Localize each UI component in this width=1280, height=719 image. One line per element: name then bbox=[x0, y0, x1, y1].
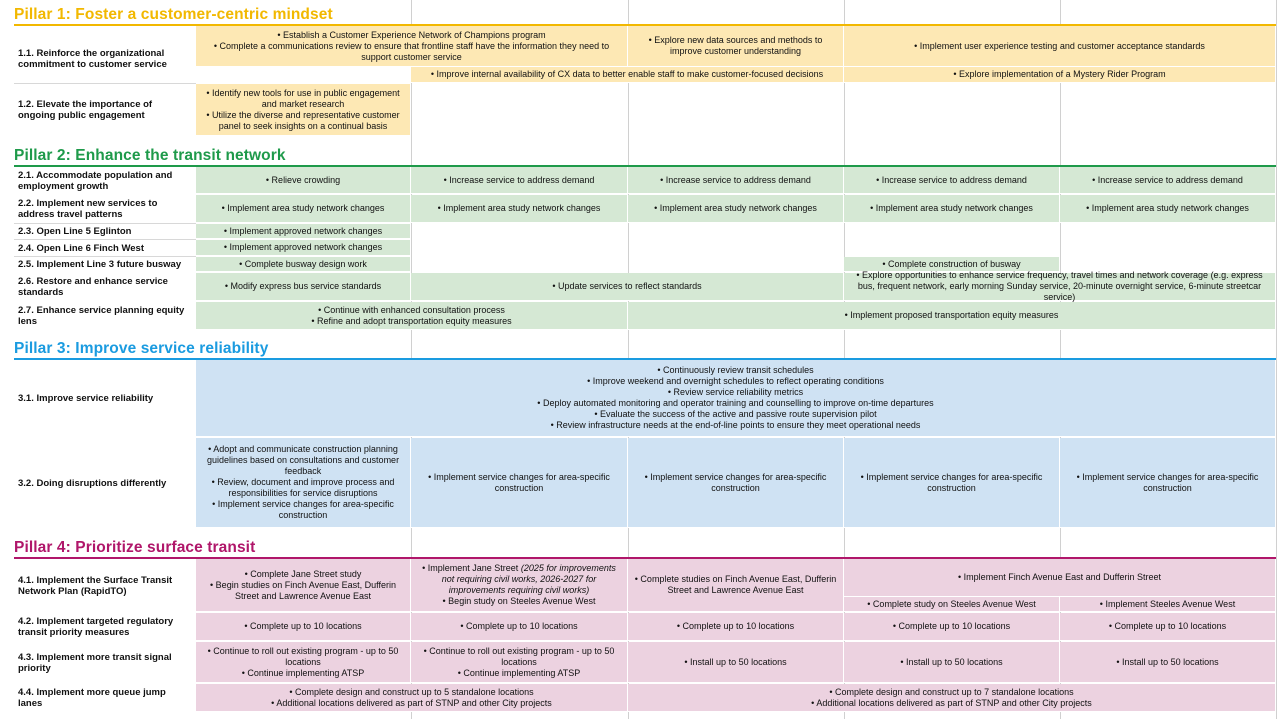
cell-4-3: • Install up to 50 locations bbox=[1060, 642, 1276, 683]
cell-4-2: • Complete up to 10 locations bbox=[844, 613, 1060, 641]
cell-4-1-a: • Complete Jane Street study • Begin studies on Finch Avenue East, Dufferin Street and Lawrence Avenue East bbox=[196, 559, 411, 612]
row-label: 2.3. Open Line 5 Eglinton bbox=[18, 226, 132, 237]
cell-2-2: • Implement area study network changes bbox=[844, 195, 1060, 223]
cell-4-1-c: • Complete studies on Finch Avenue East, Dufferin Street and Lawrence Avenue East bbox=[628, 559, 844, 612]
row-label: 2.2. Implement new services to address travel patterns bbox=[18, 198, 158, 220]
cell-4-3-a: • Continue to roll out existing program - up to 50 locations • Continue implementing ATSP bbox=[196, 642, 411, 683]
row-label: 2.7. Enhance service planning equity lens bbox=[18, 305, 185, 327]
pillar-1-heading: Pillar 1: Foster a customer-centric mindset bbox=[14, 6, 333, 23]
cell-3-1: • Continuously review transit schedules • Improve weekend and overnight schedules to reflect operating conditions • Review service reliability metrics • Deploy automated monitoring and operator training and counselling to improve on-time departures • Evaluate the success of the active and passive route supervision pilot • Review infrastructure needs at the end-of-line points to ensure they meet operational needs bbox=[196, 360, 1276, 437]
cell-2-6-a: • Modify express bus service standards bbox=[196, 273, 411, 301]
cell-4-2: • Complete up to 10 locations bbox=[196, 613, 411, 641]
cell-4-3: • Install up to 50 locations bbox=[628, 642, 844, 683]
cell-2-3: • Implement approved network changes bbox=[196, 224, 411, 239]
cell-2-2: • Implement area study network changes bbox=[1060, 195, 1276, 223]
cell-2-1: • Increase service to address demand bbox=[1060, 167, 1276, 194]
cell-3-2-a: • Adopt and communicate construction planning guidelines based on consultations and customer feedback • Review, document and improve process and responsibilities for service disruptions • Implement service changes for area-specific construction bbox=[196, 438, 411, 528]
cell-4-1-e: • Complete study on Steeles Avenue West bbox=[844, 597, 1060, 612]
cell-2-1: • Increase service to address demand bbox=[844, 167, 1060, 194]
cell-3-2: • Implement service changes for area-specific construction bbox=[1060, 438, 1276, 528]
cell-2-2: • Implement area study network changes bbox=[411, 195, 628, 223]
cell-4-3: • Install up to 50 locations bbox=[844, 642, 1060, 683]
cell-4-1-f: • Implement Steeles Avenue West bbox=[1060, 597, 1276, 612]
cell-2-7-a: • Continue with enhanced consultation process • Refine and adopt transportation equity measures bbox=[196, 302, 628, 330]
row-label: 2.1. Accommodate population and employment growth bbox=[18, 169, 173, 192]
pillar-3-heading: Pillar 3: Improve service reliability bbox=[14, 340, 269, 357]
cell-2-5-a: • Complete busway design work bbox=[196, 257, 411, 272]
pillar-2-heading: Pillar 2: Enhance the transit network bbox=[14, 147, 286, 164]
cell-3-2: • Implement service changes for area-specific construction bbox=[411, 438, 628, 528]
row-label: 1.2. Elevate the importance of ongoing public engagement bbox=[18, 99, 153, 121]
cell-4-1-b: • Implement Jane Street (2025 for improvements not requiring civil works, 2026-2027 for improvements requiring civil works) • Begin study on Steeles Avenue West bbox=[411, 559, 628, 612]
cell-2-6-c: • Explore opportunities to enhance service frequency, travel times and network coverage (e.g. express bus, frequent network, early morning Sunday service, 20-minute overnight service, 6-minute streetcar service) bbox=[844, 273, 1276, 301]
cell-4-3-b: • Continue to roll out existing program - up to 50 locations • Continue implementing ATSP bbox=[411, 642, 628, 683]
cell-4-2: • Complete up to 10 locations bbox=[1060, 613, 1276, 641]
row-label: 2.5. Implement Line 3 future busway bbox=[18, 259, 182, 270]
cell-2-2: • Implement area study network changes bbox=[628, 195, 844, 223]
cell-1-1-e: • Explore implementation of a Mystery Rider Program bbox=[844, 67, 1276, 83]
cell-2-7-b: • Implement proposed transportation equity measures bbox=[628, 302, 1276, 330]
cell-4-1-d: • Implement Finch Avenue East and Dufferin Street bbox=[844, 559, 1276, 597]
cell-1-1-c: • Implement user experience testing and customer acceptance standards bbox=[844, 26, 1276, 67]
cell-4-4-b: • Complete design and construct up to 7 standalone locations • Additional locations delivered as part of STNP and other City projects bbox=[628, 684, 1276, 712]
row-label: 2.6. Restore and enhance service standards bbox=[18, 276, 168, 298]
cell-2-4: • Implement approved network changes bbox=[196, 240, 411, 256]
cell-2-2: • Implement area study network changes bbox=[196, 195, 411, 223]
cell-2-1: • Relieve crowding bbox=[196, 167, 411, 194]
cell-2-5-b: • Complete construction of busway bbox=[844, 257, 1060, 272]
row-label: 4.3. Implement more transit signal priority bbox=[18, 651, 172, 674]
row-label: 4.1. Implement the Surface Transit Network Plan (RapidTO) bbox=[18, 574, 173, 597]
cell-1-1-a: • Establish a Customer Experience Network of Champions program • Complete a communications review to ensure that frontline staff have the information they need to support customer service bbox=[196, 26, 628, 67]
cell-1-1-d: • Improve internal availability of CX data to better enable staff to make customer-focused decisions bbox=[411, 67, 844, 83]
cell-3-2: • Implement service changes for area-specific construction bbox=[844, 438, 1060, 528]
cell-1-2-a: • Identify new tools for use in public engagement and market research • Utilize the diverse and representative customer panel to seek insights on a continual basis bbox=[196, 84, 411, 136]
row-label: 3.2. Doing disruptions differently bbox=[18, 477, 167, 489]
cell-4-2: • Complete up to 10 locations bbox=[628, 613, 844, 641]
cell-2-1: • Increase service to address demand bbox=[628, 167, 844, 194]
cell-4-4-a: • Complete design and construct up to 5 standalone locations • Additional locations delivered as part of STNP and other City projects bbox=[196, 684, 628, 712]
pillar-4-heading: Pillar 4: Prioritize surface transit bbox=[14, 539, 256, 556]
cell-2-1: • Increase service to address demand bbox=[411, 167, 628, 194]
row-label: 2.4. Open Line 6 Finch West bbox=[18, 242, 144, 254]
cell-4-2: • Complete up to 10 locations bbox=[411, 613, 628, 641]
row-label: 1.1. Reinforce the organizational commitment to customer service bbox=[18, 48, 167, 70]
row-label: 3.1. Improve service reliability bbox=[18, 393, 154, 404]
cell-1-1-b: • Explore new data sources and methods to improve customer understanding bbox=[628, 26, 844, 67]
row-label: 4.4. Implement more queue jump lanes bbox=[18, 687, 166, 709]
cell-2-6-b: • Update services to reflect standards bbox=[411, 273, 844, 301]
cell-3-2: • Implement service changes for area-specific construction bbox=[628, 438, 844, 528]
column-divider bbox=[1276, 0, 1277, 719]
row-label: 4.2. Implement targeted regulatory transit priority measures bbox=[18, 616, 174, 638]
